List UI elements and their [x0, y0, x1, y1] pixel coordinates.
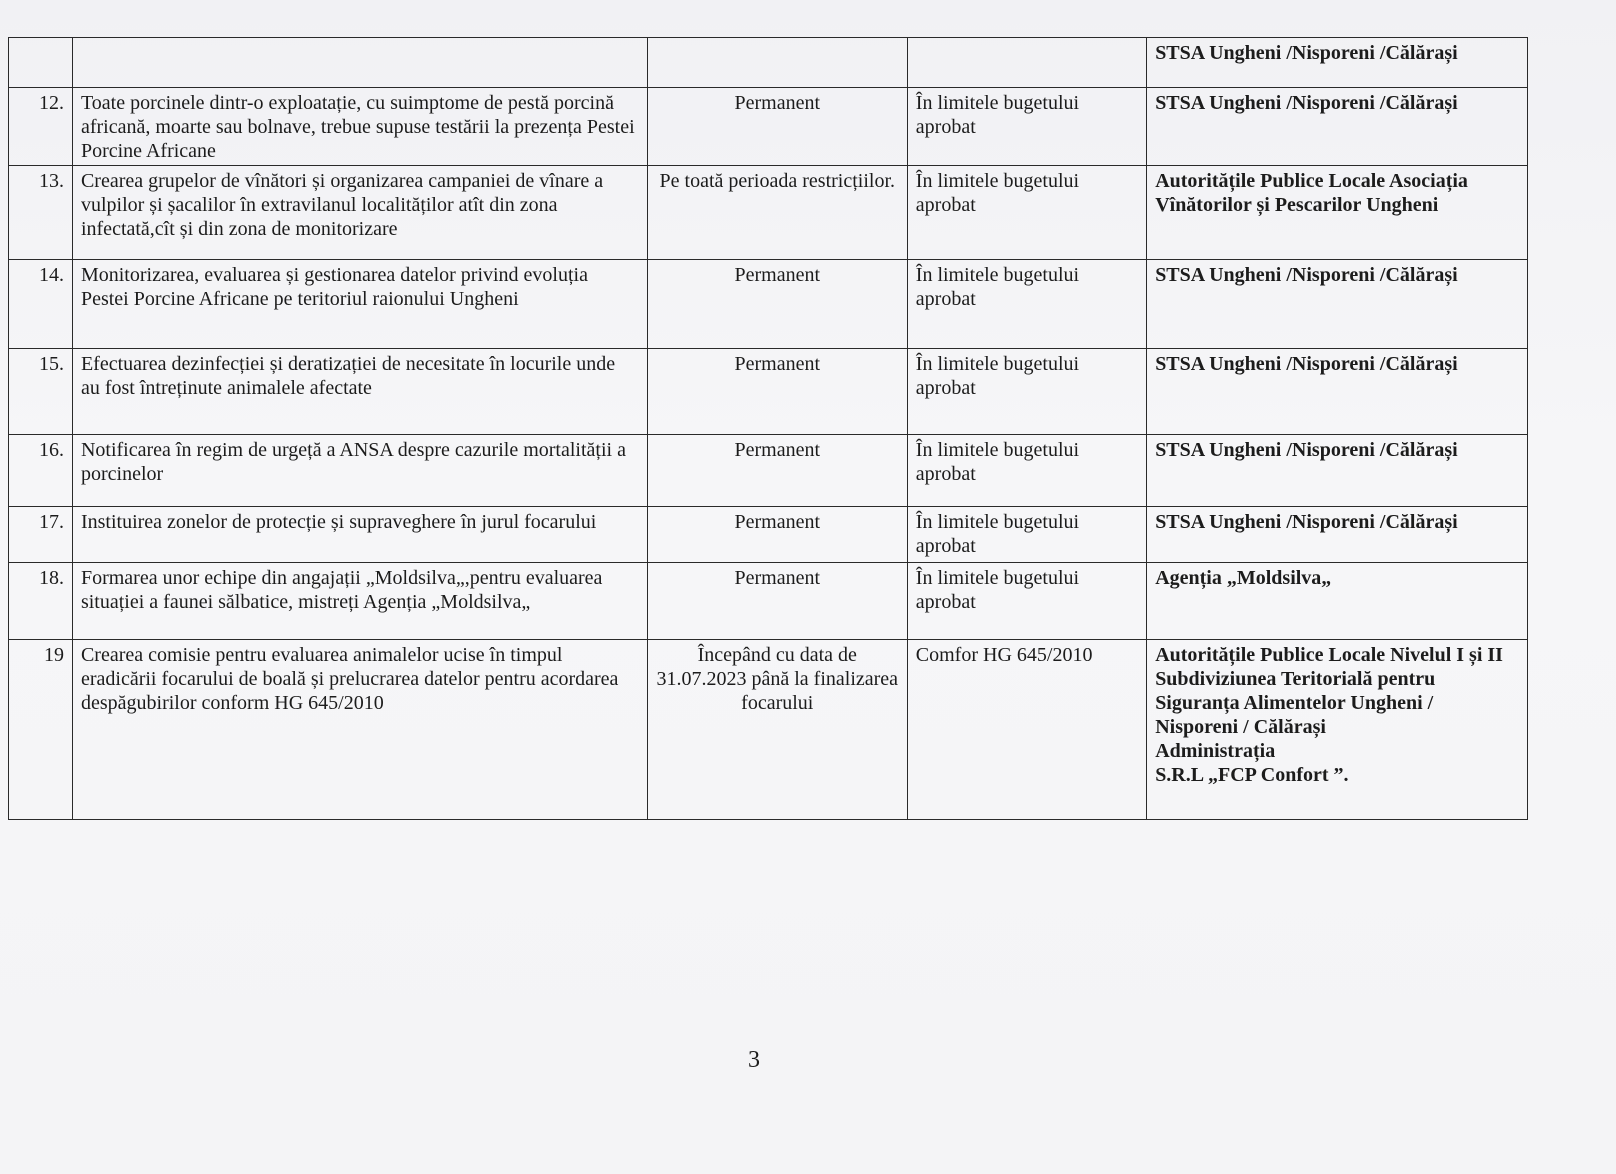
- responsible-cell: STSA Ungheni /Nisporeni /Călărași: [1147, 260, 1528, 349]
- table-row: [9, 260, 1528, 349]
- term-cell: Permanent: [647, 260, 907, 349]
- row-number: [9, 38, 73, 88]
- measure-cell: Notificarea în regim de urgeță a ANSA despre cazurile mortalității a porcinelor: [72, 435, 647, 507]
- table-row: [9, 435, 1528, 507]
- responsible-cell: STSA Ungheni /Nisporeni /Călărași: [1147, 88, 1528, 166]
- financing-cell: În limitele bugetului aprobat: [907, 166, 1146, 260]
- term-cell: Permanent: [647, 349, 907, 435]
- row-number: 14.: [9, 260, 73, 349]
- row-number: 18.: [9, 563, 73, 640]
- responsible-cell: STSA Ungheni /Nisporeni /Călărași: [1147, 435, 1528, 507]
- responsible-cell: STSA Ungheni /Nisporeni /Călărași: [1147, 507, 1528, 563]
- measure-cell: Toate porcinele dintr-o exploatație, cu suimptome de pestă porcină africană, moarte sau bolnave, trebue supuse testării la prezența Pestei Porcine Africane: [72, 88, 647, 166]
- row-number: 12.: [9, 88, 73, 166]
- financing-cell: În limitele bugetului aprobat: [907, 260, 1146, 349]
- financing-cell: Comfor HG 645/2010: [907, 640, 1146, 820]
- action-plan-table: [8, 37, 1528, 820]
- term-cell: Pe toată perioada restricțiilor.: [647, 166, 907, 260]
- financing-cell: În limitele bugetului aprobat: [907, 349, 1146, 435]
- row-number: 13.: [9, 166, 73, 260]
- row-number: 16.: [9, 435, 73, 507]
- measure-cell: Crearea grupelor de vînători și organizarea campaniei de vînare a vulpilor și șacalilor în extravilanul localităților atît din zona infectată,cît și din zona de monitorizare: [72, 166, 647, 260]
- table-row: [9, 38, 1528, 88]
- term-cell: Permanent: [647, 435, 907, 507]
- responsible-cell: Autoritățile Publice Locale Asociația Vînătorilor și Pescarilor Ungheni: [1147, 166, 1528, 260]
- table-row: [9, 640, 1528, 820]
- responsible-cell: STSA Ungheni /Nisporeni /Călărași: [1147, 38, 1528, 88]
- table-row: [9, 166, 1528, 260]
- financing-cell: În limitele bugetului aprobat: [907, 563, 1146, 640]
- row-number: 19: [9, 640, 73, 820]
- financing-cell: În limitele bugetului aprobat: [907, 435, 1146, 507]
- responsible-cell: STSA Ungheni /Nisporeni /Călărași: [1147, 349, 1528, 435]
- table-row: [9, 507, 1528, 563]
- measure-cell: [72, 38, 647, 88]
- page-number: 3: [748, 1047, 760, 1073]
- table-row: [9, 349, 1528, 435]
- term-cell: Permanent: [647, 88, 907, 166]
- financing-cell: În limitele bugetului aprobat: [907, 88, 1146, 166]
- measure-cell: Formarea unor echipe din angajații „Moldsilva„,pentru evaluarea situației a faunei sălbatice, mistreți Agenția „Moldsilva„: [72, 563, 647, 640]
- financing-cell: În limitele bugetului aprobat: [907, 507, 1146, 563]
- term-cell: [647, 38, 907, 88]
- table-row: [9, 563, 1528, 640]
- term-cell: Începând cu data de 31.07.2023 până la finalizarea focarului: [647, 640, 907, 820]
- financing-cell: [907, 38, 1146, 88]
- row-number: 15.: [9, 349, 73, 435]
- term-cell: Permanent: [647, 507, 907, 563]
- table-row: [9, 88, 1528, 166]
- row-number: 17.: [9, 507, 73, 563]
- responsible-cell: Agenția „Moldsilva„: [1147, 563, 1528, 640]
- measure-cell: Monitorizarea, evaluarea și gestionarea datelor privind evoluția Pestei Porcine Africane pe teritoriul raionului Ungheni: [72, 260, 647, 349]
- term-cell: Permanent: [647, 563, 907, 640]
- measure-cell: Efectuarea dezinfecției și deratizației de necesitate în locurile unde au fost întreținute animalele afectate: [72, 349, 647, 435]
- responsible-cell: Autoritățile Publice Locale Nivelul I și II Subdiviziunea Teritorială pentru Siguranța Alimentelor Ungheni / Nisporeni / Călărași Administrația S.R.L „FCP Confort ”.: [1147, 640, 1528, 820]
- measure-cell: Instituirea zonelor de protecție și supraveghere în jurul focarului: [72, 507, 647, 563]
- measure-cell: Crearea comisie pentru evaluarea animalelor ucise în timpul eradicării focarului de boală și prelucrarea datelor pentru acordarea despăgubirilor conform HG 645/2010: [72, 640, 647, 820]
